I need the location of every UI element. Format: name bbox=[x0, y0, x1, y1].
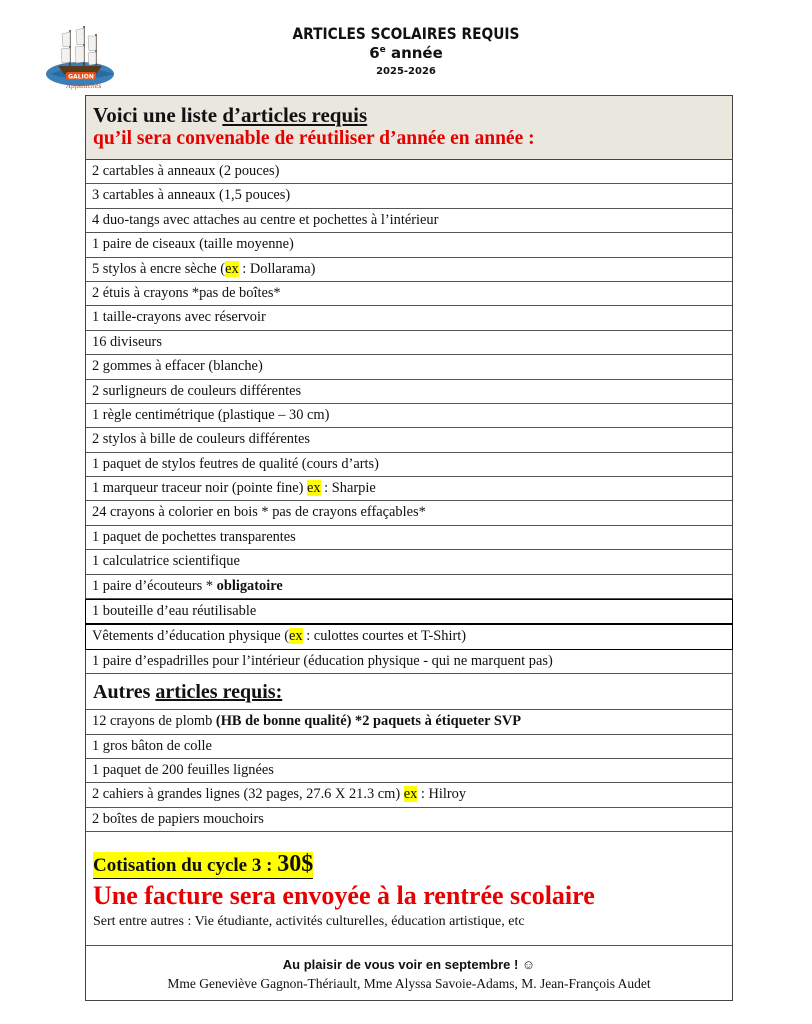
list-item bbox=[86, 355, 732, 379]
item-text: 1 paire d’espadrilles pour l’intérieur (éducation physique - qui ne marquent pas) bbox=[92, 652, 553, 669]
list-item bbox=[86, 575, 732, 599]
list-item bbox=[85, 599, 733, 624]
intro-line-2: qu’il sera convenable de réutiliser d’année en année : bbox=[93, 128, 535, 149]
item-text: : Sharpie bbox=[320, 480, 376, 497]
list-item bbox=[85, 624, 733, 649]
other-heading-underlined: articles requis: bbox=[155, 681, 283, 704]
item-text: 1 marqueur traceur noir (pointe fine) bbox=[92, 480, 307, 497]
item-highlight: ex bbox=[403, 786, 418, 803]
list-item bbox=[86, 184, 732, 208]
intro-underlined: d’articles requis bbox=[222, 103, 368, 127]
list-item bbox=[86, 550, 732, 574]
other-items-heading bbox=[86, 674, 732, 710]
item-text: 24 crayons à colorier en bois * pas de crayons effaçables* bbox=[92, 504, 426, 521]
item-text: : culottes courtes et T-Shirt) bbox=[302, 628, 467, 645]
reusable-items-list bbox=[86, 160, 732, 674]
item-text: 4 duo-tangs avec attaches au centre et pochettes à l’intérieur bbox=[92, 211, 439, 228]
item-text: 1 gros bâton de colle bbox=[92, 737, 212, 754]
grade-label bbox=[0, 44, 812, 62]
list-item bbox=[86, 650, 732, 674]
document-title: ARTICLES SCOLAIRES REQUIS bbox=[292, 24, 520, 43]
list-item bbox=[86, 453, 732, 477]
grade-number: 6 bbox=[369, 44, 380, 62]
fee-label-text: Cotisation du cycle 3 : bbox=[93, 855, 278, 877]
item-text: 2 cahiers à grandes lignes (32 pages, 27.6 X 21.3 cm) bbox=[92, 786, 404, 803]
item-text: 1 paquet de pochettes transparentes bbox=[92, 528, 296, 545]
item-text: 1 calculatrice scientifique bbox=[92, 553, 240, 570]
invoice-note: Une facture sera envoyée à la rentrée scolaire bbox=[93, 881, 595, 911]
school-year: 2025-2026 bbox=[376, 66, 436, 77]
list-item bbox=[86, 477, 732, 501]
list-item bbox=[86, 233, 732, 257]
item-text: 5 stylos à encre sèche ( bbox=[92, 260, 226, 277]
item-highlight: ex bbox=[306, 480, 321, 497]
item-text: 2 étuis à crayons *pas de boîtes* bbox=[92, 284, 281, 301]
item-text: 1 taille-crayons avec réservoir bbox=[92, 309, 266, 326]
item-text: 2 surligneurs de couleurs différentes bbox=[92, 382, 302, 399]
list-item bbox=[86, 306, 732, 330]
list-item bbox=[86, 501, 732, 525]
list-item bbox=[86, 160, 732, 184]
list-item bbox=[86, 759, 732, 783]
intro-block bbox=[86, 96, 732, 160]
item-text: 1 bouteille d’eau réutilisable bbox=[92, 603, 257, 620]
footer bbox=[86, 946, 732, 1000]
item-text: 1 paire de ciseaux (taille moyenne) bbox=[92, 236, 294, 253]
item-text: : Hilroy bbox=[417, 786, 467, 803]
other-items-list bbox=[86, 710, 732, 832]
list-item bbox=[86, 808, 732, 832]
intro-prefix: Voici une liste bbox=[93, 103, 223, 127]
grade-superscript: e bbox=[379, 45, 386, 55]
item-text: : Dollarama) bbox=[238, 260, 316, 277]
document-header bbox=[0, 24, 812, 77]
item-highlight: ex bbox=[225, 260, 239, 277]
list-item bbox=[86, 526, 732, 550]
svg-text:Appalaches: Appalaches bbox=[66, 83, 102, 90]
item-text: 2 cartables à anneaux (2 pouces) bbox=[92, 163, 280, 179]
fee-label bbox=[93, 852, 313, 879]
item-bold: (HB de bonne qualité) *2 paquets à étiqueter SVP bbox=[215, 713, 522, 730]
other-heading-prefix: Autres bbox=[93, 681, 156, 704]
list-item bbox=[86, 209, 732, 233]
item-text: 16 diviseurs bbox=[92, 333, 162, 350]
list-item bbox=[86, 404, 732, 428]
item-highlight: ex bbox=[289, 628, 303, 645]
intro-line-1 bbox=[93, 103, 725, 127]
item-text: 2 stylos à bille de couleurs différentes bbox=[92, 431, 310, 448]
fee-section bbox=[86, 832, 732, 946]
usage-note: Sert entre autres : Vie étudiante, activités culturelles, éducation artistique, etc bbox=[93, 914, 525, 930]
item-text: 1 paquet de stylos feutres de qualité (cours d’arts) bbox=[92, 455, 379, 472]
grade-word: année bbox=[385, 44, 443, 62]
svg-text:GALION: GALION bbox=[68, 73, 94, 81]
fee-amount: 30$ bbox=[277, 851, 314, 878]
item-text: 1 paire d’écouteurs * bbox=[92, 577, 217, 594]
supplies-table bbox=[85, 95, 733, 1001]
item-text: Vêtements d’éducation physique ( bbox=[92, 628, 290, 645]
item-text: 3 cartables à anneaux (1,5 pouces) bbox=[92, 187, 291, 204]
list-item bbox=[86, 710, 732, 734]
footer-greeting: Au plaisir de vous voir en septembre ! ☺ bbox=[282, 957, 536, 973]
list-item bbox=[86, 258, 732, 282]
list-item bbox=[86, 428, 732, 452]
item-text: 12 crayons de plomb bbox=[92, 713, 216, 730]
item-text: 2 gommes à effacer (blanche) bbox=[92, 358, 263, 375]
list-item bbox=[86, 783, 732, 807]
footer-signatures: Mme Geneviève Gagnon-Thériault, Mme Alyssa Savoie-Adams, M. Jean-François Audet bbox=[167, 976, 651, 992]
list-item bbox=[86, 735, 732, 759]
list-item bbox=[86, 331, 732, 355]
list-item bbox=[86, 380, 732, 404]
item-text: 1 règle centimétrique (plastique – 30 cm) bbox=[92, 406, 330, 423]
item-text: 1 paquet de 200 feuilles lignées bbox=[92, 761, 274, 778]
list-item bbox=[86, 282, 732, 306]
item-bold: obligatoire bbox=[216, 577, 283, 594]
item-text: 2 boîtes de papiers mouchoirs bbox=[92, 810, 264, 827]
